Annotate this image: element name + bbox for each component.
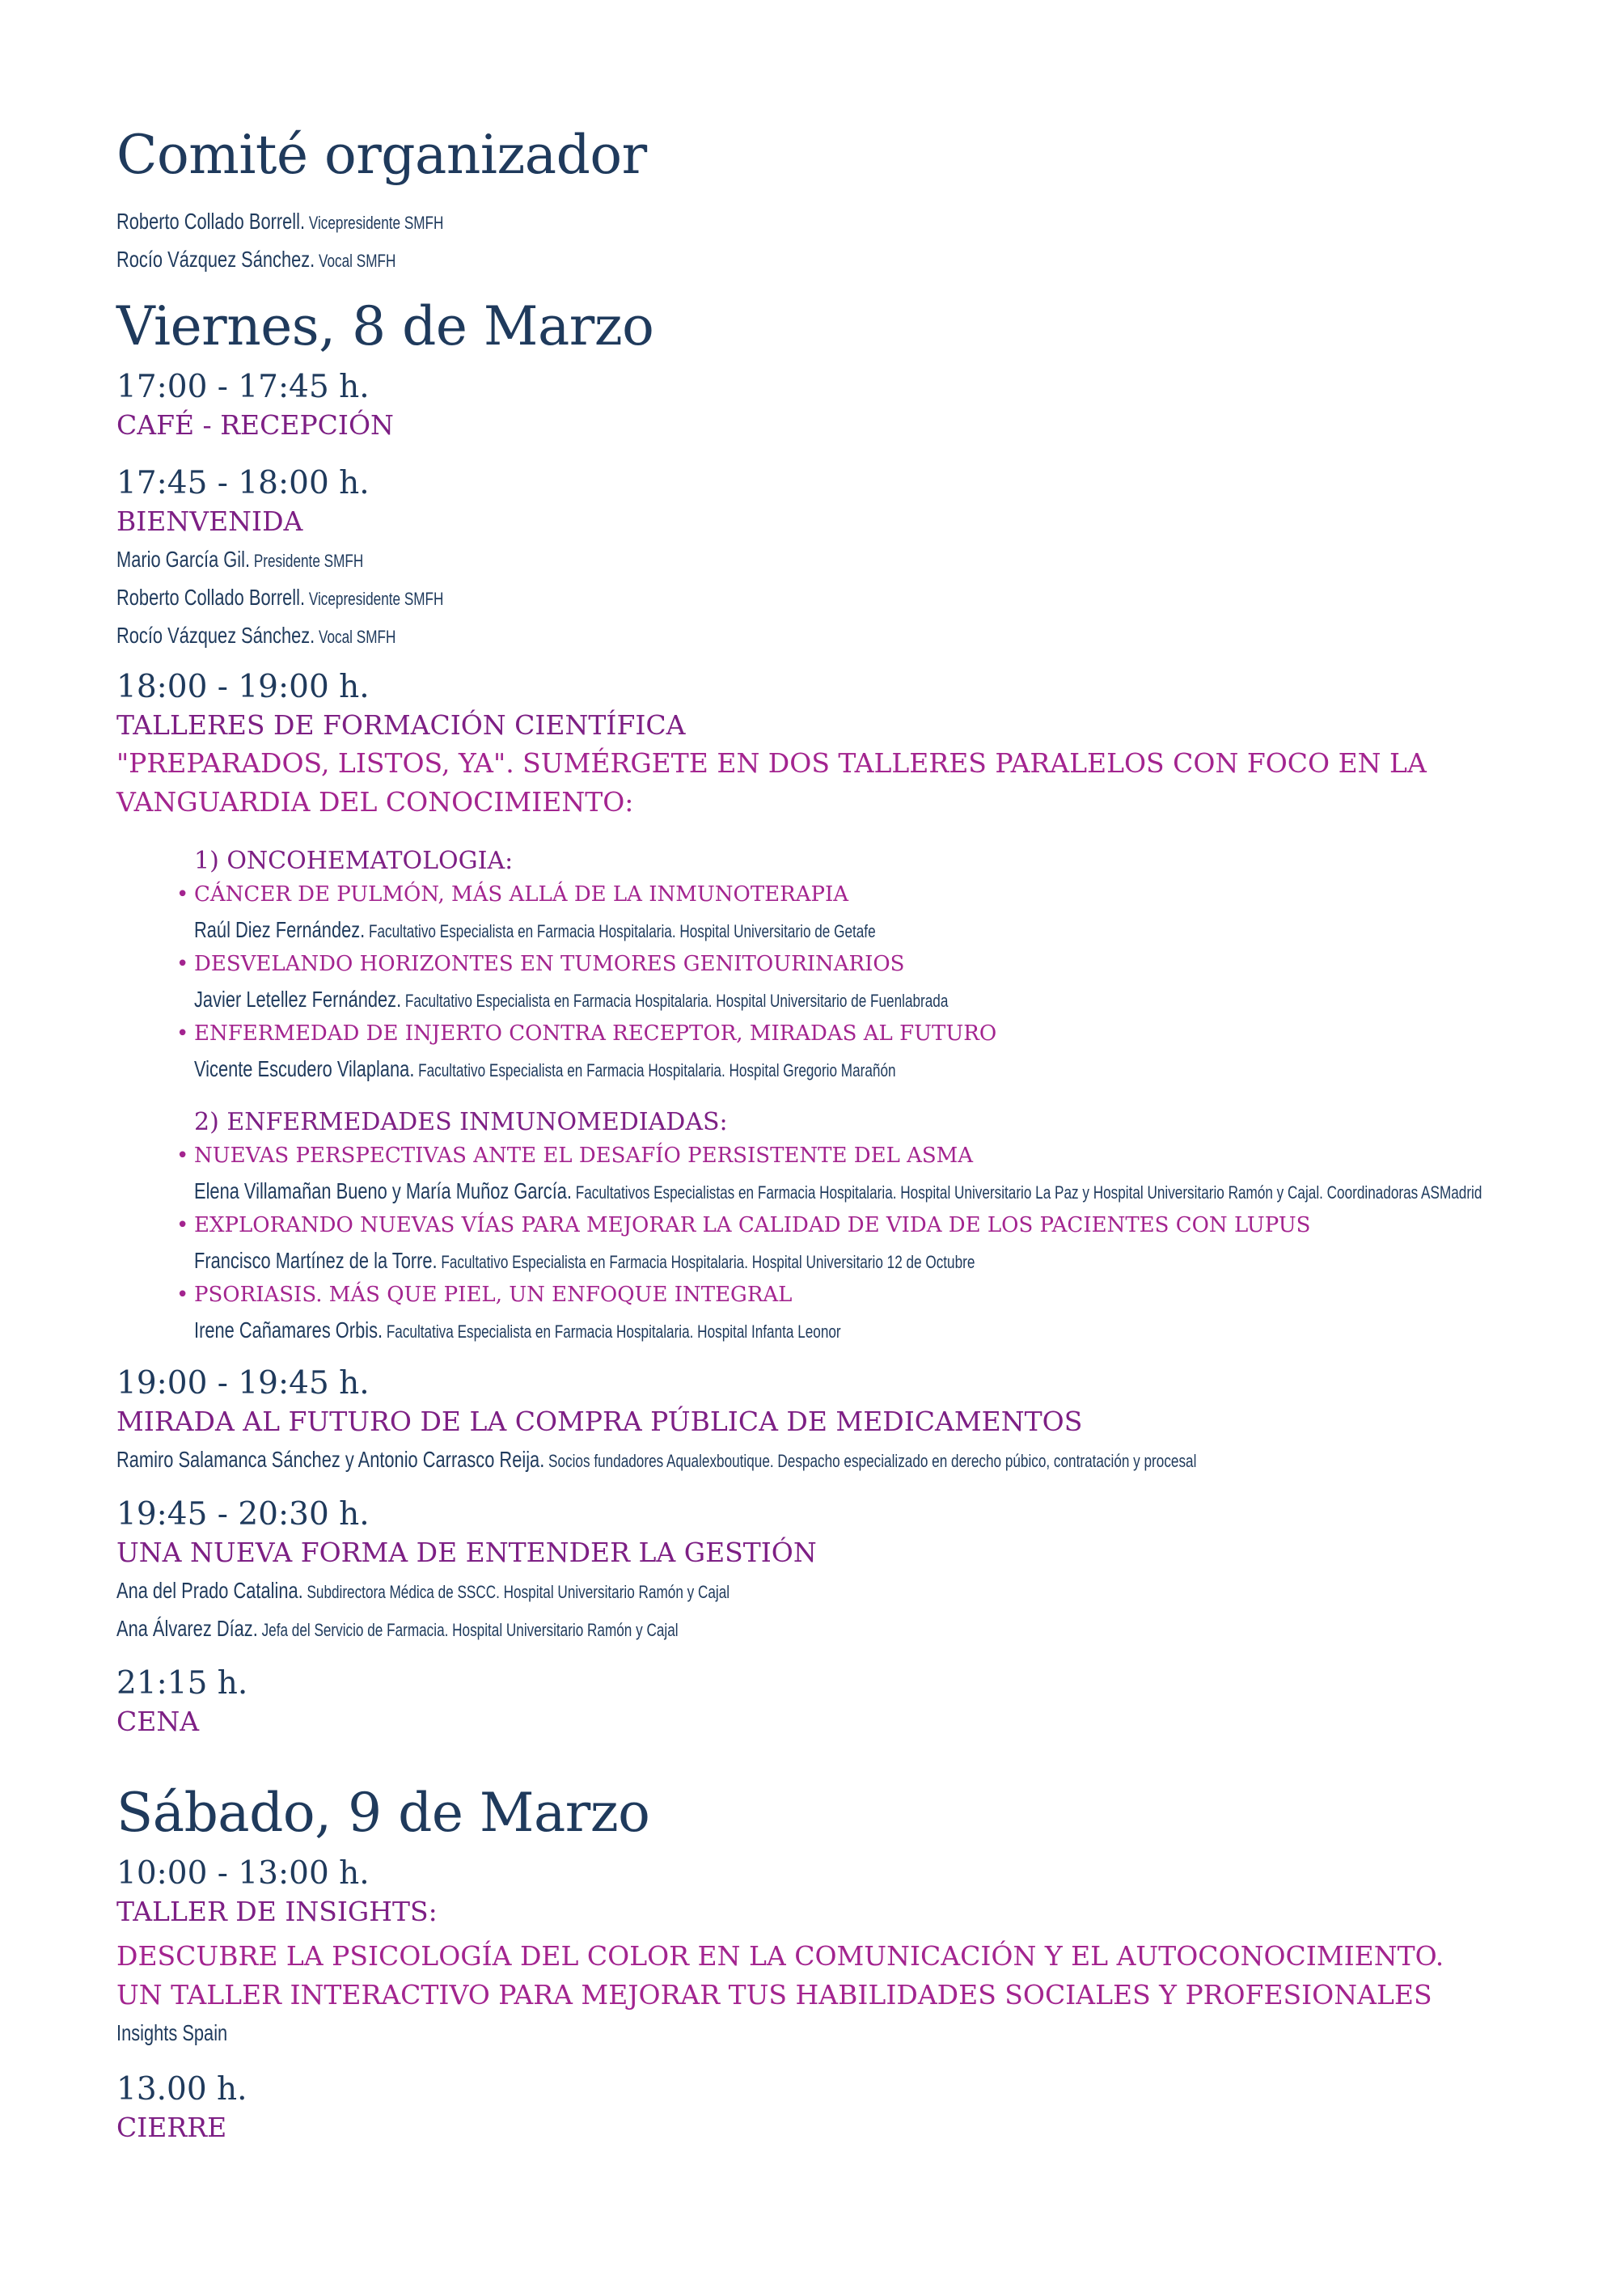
session-subtitle: UN TALLER INTERACTIVO PARA MEJORAR TUS HABILIDADES SOCIALES Y PROFESIONALES bbox=[116, 1978, 1432, 2011]
session-block bbox=[116, 1496, 1572, 1647]
speaker-role: Facultativos Especialistas en Farmacia Hospitalaria. Hospital Universitario La Paz y Hospital Universitario Ramón y Cajal. Coordinadoras ASMadrid bbox=[571, 1182, 1482, 1203]
speaker bbox=[116, 1571, 1252, 1609]
speaker bbox=[116, 616, 1252, 654]
session-block bbox=[116, 465, 1572, 654]
speaker-role: Vicepresidente SMFH bbox=[305, 588, 444, 609]
session-block bbox=[116, 1365, 1572, 1478]
bullet-icon: • bbox=[176, 882, 189, 907]
speaker-name: Insights Spain bbox=[116, 2020, 228, 2046]
session-subtitle: DESCUBRE LA PSICOLOGÍA DEL COLOR EN LA COMUNICACIÓN Y EL AUTOCONOCIMIENTO. bbox=[116, 1939, 1444, 1972]
speaker-name: Ana del Prado Catalina. bbox=[116, 1577, 303, 1603]
speaker-role: Facultativo Especialista en Farmacia Hospitalaria. Hospital Universitario de Getafe bbox=[365, 920, 876, 941]
session-block bbox=[116, 1665, 1572, 1740]
session-time: 18:00 - 19:00 h. bbox=[116, 668, 370, 705]
session-title: TALLER DE INSIGHTS: bbox=[116, 1895, 438, 1927]
session-subtitle: "PREPARADOS, LISTOS, YA". SUMÉRGETE EN DOS TALLERES PARALELOS CON FOCO EN LA bbox=[116, 746, 1427, 779]
member-role: Vocal SMFH bbox=[315, 250, 396, 271]
session-block bbox=[116, 369, 1572, 444]
topic-text: CÁNCER DE PULMÓN, MÁS ALLÁ DE LA INMUNOTERAPIA bbox=[194, 882, 849, 907]
speaker-role: Facultativo Especialista en Farmacia Hospitalaria. Hospital Universitario 12 de Octubre bbox=[437, 1251, 975, 1272]
workshop-item bbox=[116, 1140, 1572, 1210]
speaker bbox=[116, 1440, 1252, 1478]
workshop-topic bbox=[176, 1210, 1572, 1241]
session-block bbox=[116, 1855, 1572, 2053]
speaker bbox=[116, 2014, 1252, 2052]
session-time: 13.00 h. bbox=[116, 2071, 247, 2108]
workshop-group-heading: 1) ONCOHEMATOLOGIA: bbox=[194, 846, 514, 875]
workshop-item bbox=[116, 1018, 1572, 1088]
workshop-group-heading: 2) ENFERMEDADES INMUNOMEDIADAS: bbox=[194, 1107, 728, 1136]
speaker-role: Jefa del Servicio de Farmacia. Hospital Universitario Ramón y Cajal bbox=[257, 1619, 679, 1640]
speaker-name: Rocío Vázquez Sánchez. bbox=[116, 622, 315, 648]
workshop-topic bbox=[176, 879, 1572, 911]
speaker-name: Ana Álvarez Díaz. bbox=[116, 1615, 258, 1641]
speaker bbox=[194, 1311, 1269, 1349]
session-title: MIRADA AL FUTURO DE LA COMPRA PÚBLICA DE MEDICAMENTOS bbox=[116, 1405, 1083, 1437]
speaker-role: Socios fundadores Aqualexboutique. Despacho especializado en derecho púbico, contratación y procesal bbox=[544, 1450, 1197, 1471]
workshop-topic bbox=[176, 1140, 1572, 1172]
bullet-icon: • bbox=[176, 1212, 189, 1237]
workshop-item bbox=[116, 1210, 1572, 1279]
speaker bbox=[194, 1050, 1269, 1088]
topic-text: NUEVAS PERSPECTIVAS ANTE EL DESAFÍO PERSISTENTE DEL ASMA bbox=[194, 1143, 974, 1168]
speaker bbox=[116, 540, 1252, 578]
topic-text: EXPLORANDO NUEVAS VÍAS PARA MEJORAR LA CALIDAD DE VIDA DE LOS PACIENTES CON LUPUS bbox=[194, 1212, 1311, 1237]
committee-member bbox=[116, 202, 1252, 240]
member-name: Rocío Vázquez Sánchez. bbox=[116, 246, 315, 272]
speaker-role: Presidente SMFH bbox=[250, 550, 364, 571]
speaker bbox=[116, 578, 1252, 616]
speaker bbox=[116, 1609, 1252, 1647]
speaker-name: Mario García Gil. bbox=[116, 546, 251, 572]
speaker-name: Raúl Diez Fernández. bbox=[194, 916, 366, 942]
workshop-topic bbox=[176, 949, 1572, 980]
session-block bbox=[116, 2071, 1572, 2146]
session-title: CIERRE bbox=[116, 2112, 227, 2144]
speaker bbox=[194, 911, 1269, 949]
workshop-topic bbox=[176, 1018, 1572, 1050]
day-heading: Sábado, 9 de Marzo bbox=[116, 1781, 650, 1844]
topic-text: ENFERMEDAD DE INJERTO CONTRA RECEPTOR, MIRADAS AL FUTURO bbox=[194, 1021, 997, 1046]
workshop-item bbox=[116, 879, 1572, 949]
speaker-name: Irene Cañamares Orbis. bbox=[194, 1317, 383, 1343]
member-role: Vicepresidente SMFH bbox=[305, 212, 444, 233]
workshop-topic bbox=[176, 1279, 1572, 1311]
session-block bbox=[116, 669, 1572, 1349]
speaker-name: Javier Letellez Fernández. bbox=[194, 986, 402, 1012]
speaker-role: Facultativo Especialista en Farmacia Hospitalaria. Hospital Gregorio Marañón bbox=[414, 1059, 896, 1080]
speaker bbox=[194, 980, 1269, 1018]
speaker-name: Ramiro Salamanca Sánchez y Antonio Carrasco Reija. bbox=[116, 1446, 545, 1472]
bullet-icon: • bbox=[176, 1143, 189, 1168]
workshop-item bbox=[116, 949, 1572, 1018]
session-time: 21:15 h. bbox=[116, 1664, 248, 1702]
speaker-name: Vicente Escudero Vilaplana. bbox=[194, 1055, 415, 1081]
speaker-name: Elena Villamañan Bueno y María Muñoz García. bbox=[194, 1178, 572, 1203]
friday-section bbox=[116, 296, 1572, 1740]
saturday-section bbox=[116, 1782, 1572, 2147]
session-title: BIENVENIDA bbox=[116, 505, 303, 537]
speaker-name: Roberto Collado Borrell. bbox=[116, 584, 306, 610]
speaker-name: Francisco Martínez de la Torre. bbox=[194, 1247, 438, 1273]
speaker-role: Vocal SMFH bbox=[315, 626, 396, 647]
speaker bbox=[194, 1172, 1482, 1210]
session-time: 19:00 - 19:45 h. bbox=[116, 1364, 370, 1402]
workshop-item bbox=[116, 1279, 1572, 1349]
day-heading: Viernes, 8 de Marzo bbox=[116, 294, 654, 357]
session-time: 17:45 - 18:00 h. bbox=[116, 464, 370, 501]
member-name: Roberto Collado Borrell. bbox=[116, 208, 306, 234]
session-subtitle: VANGUARDIA DEL CONOCIMIENTO: bbox=[116, 785, 634, 818]
bullet-icon: • bbox=[176, 951, 189, 976]
speaker-role: Subdirectora Médica de SSCC. Hospital Universitario Ramón y Cajal bbox=[302, 1581, 730, 1602]
session-time: 17:00 - 17:45 h. bbox=[116, 368, 370, 405]
topic-text: PSORIASIS. MÁS QUE PIEL, UN ENFOQUE INTEGRAL bbox=[194, 1282, 793, 1307]
session-title: CAFÉ - RECEPCIÓN bbox=[116, 408, 394, 441]
committee-member bbox=[116, 240, 1252, 278]
speaker-role: Facultativo Especialista en Farmacia Hospitalaria. Hospital Universitario de Fuenlabrada bbox=[401, 990, 949, 1011]
session-title: CENA bbox=[116, 1705, 200, 1737]
committee-section bbox=[116, 125, 1572, 278]
session-title: UNA NUEVA FORMA DE ENTENDER LA GESTIÓN bbox=[116, 1536, 817, 1568]
bullet-icon: • bbox=[176, 1282, 189, 1307]
topic-text: DESVELANDO HORIZONTES EN TUMORES GENITOURINARIOS bbox=[194, 951, 905, 976]
bullet-icon: • bbox=[176, 1021, 189, 1046]
speaker bbox=[194, 1241, 1269, 1279]
committee-heading: Comité organizador bbox=[116, 124, 647, 186]
program-page bbox=[116, 121, 1572, 2156]
session-title: TALLERES DE FORMACIÓN CIENTÍFICA bbox=[116, 708, 686, 741]
session-time: 19:45 - 20:30 h. bbox=[116, 1495, 370, 1533]
speaker-role: Facultativa Especialista en Farmacia Hospitalaria. Hospital Infanta Leonor bbox=[383, 1321, 841, 1342]
session-time: 10:00 - 13:00 h. bbox=[116, 1854, 370, 1892]
